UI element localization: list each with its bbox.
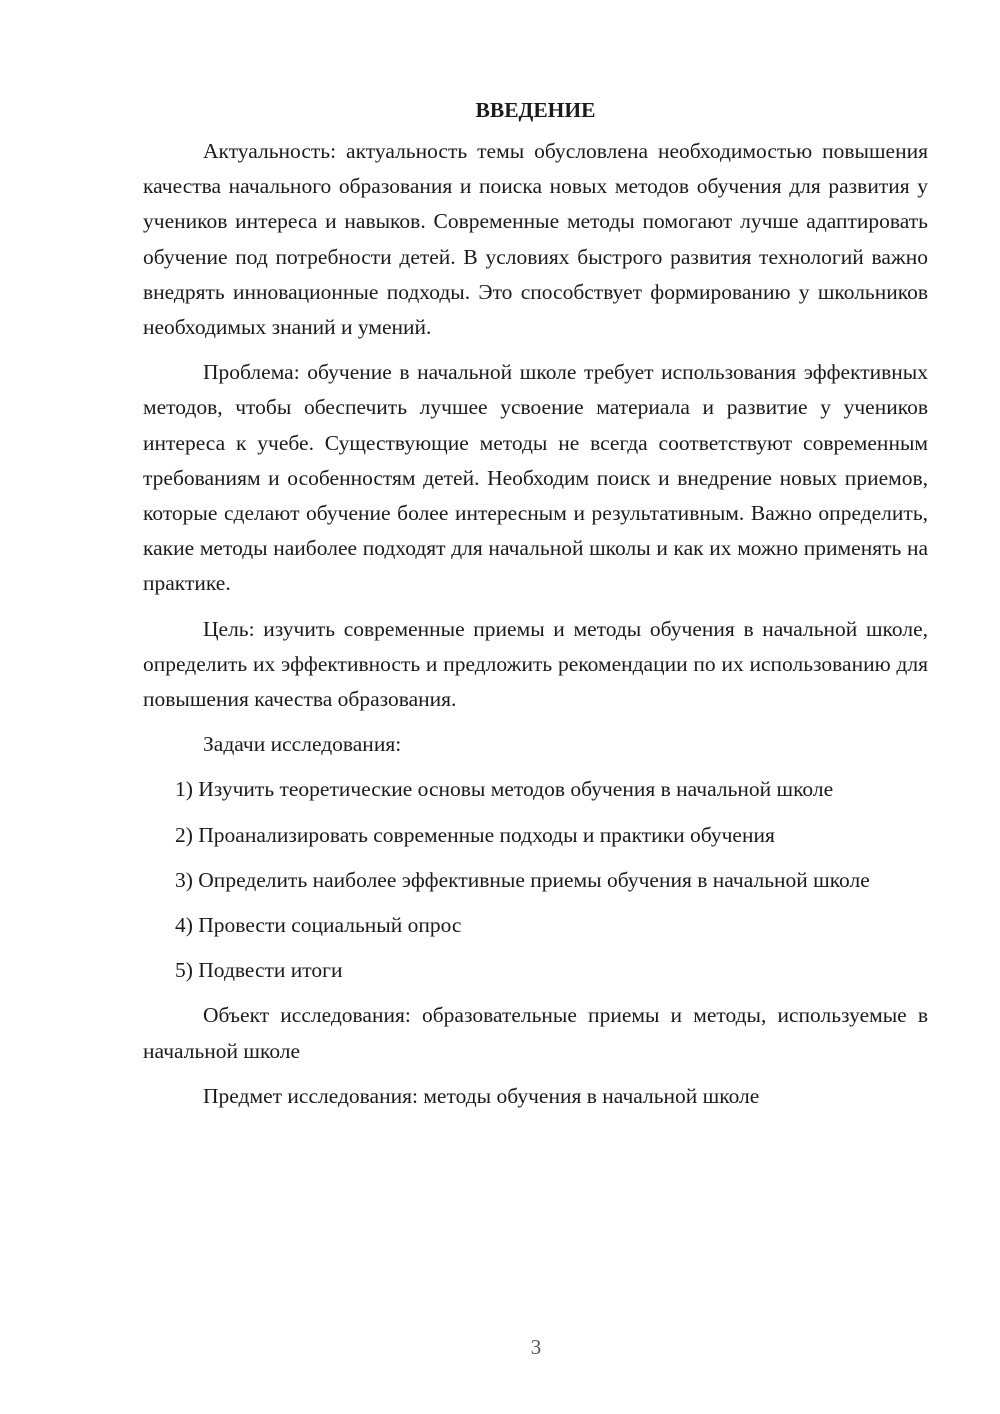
task-item: 3) Определить наиболее эффективные приемы обучения в начальной школе: [175, 867, 870, 892]
task-item: 4) Провести социальный опрос: [175, 913, 462, 938]
section-heading: ВВЕДЕНИЕ: [475, 98, 596, 122]
task-item: 2) Проанализировать современные подходы и практики обучения: [175, 822, 775, 847]
relevance-paragraph: Актуальность: актуальность темы обусловлена необходимостью повышения качества начального образования и поиска новых методов обучения для развития у учеников интереса и навыков. Современные методы помогают лучше адаптировать обучение под потребности детей. В условиях быстрого развития технологий важно внедрять инновационные подходы. Это способствует формированию у школьников необходимых знаний и умений.: [143, 139, 928, 340]
task-item: 1) Изучить теоретические основы методов обучения в начальной школе: [175, 777, 834, 802]
page-content: [143, 92, 928, 1124]
tasks-heading: Задачи исследования:: [203, 732, 402, 757]
page-number: 3: [530, 1335, 542, 1359]
goal-paragraph: Цель: изучить современные приемы и методы обучения в начальной школе, определить их эффективность и предложить рекомендации по их использованию для повышения качества образования.: [143, 616, 928, 712]
object-paragraph: Объект исследования: образовательные приемы и методы, используемые в начальной школе: [143, 1003, 928, 1063]
problem-paragraph: Проблема: обучение в начальной школе требует использования эффективных методов, чтобы обеспечить лучшее усвоение материала и развитие у учеников интереса к учебе. Существующие методы не всегда соответствуют современным требованиям и особенностям детей. Необходим поиск и внедрение новых приемов, которые сделают обучение более интересным и результативным. Важно определить, какие методы наиболее подходят для начальной школы и как их можно применять на практике.: [143, 360, 928, 596]
subject-paragraph: Предмет исследования: методы обучения в начальной школе: [203, 1083, 760, 1108]
task-item: 5) Подвести итоги: [175, 958, 343, 983]
